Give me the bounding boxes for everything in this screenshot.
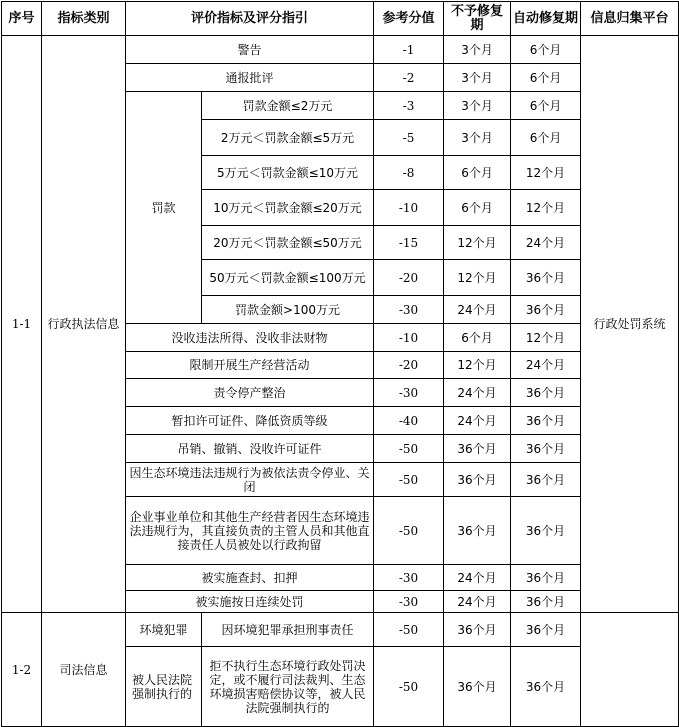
- row-platform: 行政处罚系统: [581, 36, 679, 613]
- no-repair-value: 24个月: [444, 565, 511, 591]
- criteria-text: 责令停产整治: [126, 379, 374, 407]
- score-value: -50: [374, 647, 444, 727]
- criteria-text: 拒不执行生态环境行政处罚决定，或不履行司法裁判、生态环境损害赔偿协议等，被人民法院强制执行的: [202, 647, 374, 727]
- no-repair-value: 24个月: [444, 296, 511, 324]
- criteria-text: 50万元＜罚款金额≤100万元: [202, 260, 374, 296]
- auto-repair-value: 6个月: [511, 92, 581, 120]
- header-platform: 信息归集平台: [581, 2, 679, 36]
- no-repair-value: 12个月: [444, 352, 511, 379]
- score-value: -30: [374, 565, 444, 591]
- auto-repair-value: 36个月: [511, 463, 581, 497]
- score-value: -5: [374, 120, 444, 156]
- no-repair-value: 24个月: [444, 379, 511, 407]
- table-row: [2, 36, 679, 64]
- score-value: -50: [374, 435, 444, 463]
- auto-repair-value: 36个月: [511, 296, 581, 324]
- no-repair-value: 3个月: [444, 92, 511, 120]
- no-repair-value: 6个月: [444, 156, 511, 190]
- criteria-text: 被实施查封、扣押: [126, 565, 374, 591]
- score-value: -20: [374, 260, 444, 296]
- score-value: -8: [374, 156, 444, 190]
- no-repair-value: 3个月: [444, 64, 511, 92]
- score-value: -10: [374, 190, 444, 226]
- criteria-text: 限制开展生产经营活动: [126, 352, 374, 379]
- no-repair-value: 36个月: [444, 613, 511, 647]
- criteria-text: 20万元＜罚款金额≤50万元: [202, 226, 374, 260]
- auto-repair-value: 24个月: [511, 352, 581, 379]
- header-score: 参考分值: [374, 2, 444, 36]
- no-repair-value: 6个月: [444, 324, 511, 352]
- header-seq: 序号: [2, 2, 42, 36]
- header-auto-repair: 自动修复期: [511, 2, 581, 36]
- criteria-text: 没收违法所得、没收非法财物: [126, 324, 374, 352]
- auto-repair-value: 36个月: [511, 407, 581, 435]
- header-category: 指标类别: [42, 2, 126, 36]
- auto-repair-value: 36个月: [511, 565, 581, 591]
- score-value: -30: [374, 296, 444, 324]
- score-value: -50: [374, 463, 444, 497]
- auto-repair-value: 24个月: [511, 226, 581, 260]
- fine-label: 罚款: [126, 92, 202, 324]
- criteria-text: 罚款金额>100万元: [202, 296, 374, 324]
- score-value: -20: [374, 352, 444, 379]
- auto-repair-value: 6个月: [511, 36, 581, 64]
- no-repair-value: 36个月: [444, 435, 511, 463]
- no-repair-value: 12个月: [444, 226, 511, 260]
- criteria-text: 暂扣许可证件、降低资质等级: [126, 407, 374, 435]
- no-repair-value: 12个月: [444, 260, 511, 296]
- criteria-text: 被实施按日连续处罚: [126, 591, 374, 613]
- table-row: [2, 613, 679, 647]
- no-repair-value: 24个月: [444, 407, 511, 435]
- row-seq: 1-1: [2, 36, 42, 613]
- criteria-text: 通报批评: [126, 64, 374, 92]
- auto-repair-value: 36个月: [511, 497, 581, 565]
- score-value: -50: [374, 497, 444, 565]
- no-repair-value: 24个月: [444, 591, 511, 613]
- criteria-text: 因生态环境违法违规行为被依法责令停业、关闭: [126, 463, 374, 497]
- row-platform-empty: [581, 613, 679, 727]
- criteria-text: 5万元＜罚款金额≤10万元: [202, 156, 374, 190]
- score-value: -40: [374, 407, 444, 435]
- criteria-text: 企业事业单位和其他生产经营者因生态环境违法违规行为，其直接负责的主管人员和其他直接责任人员被处以行政拘留: [126, 497, 374, 565]
- credit-evaluation-table: [1, 1, 679, 727]
- criteria-text: 罚款金额≤2万元: [202, 92, 374, 120]
- header-row: [2, 2, 679, 36]
- auto-repair-value: 12个月: [511, 324, 581, 352]
- auto-repair-value: 6个月: [511, 64, 581, 92]
- auto-repair-value: 12个月: [511, 190, 581, 226]
- row-category: 行政执法信息: [42, 36, 126, 613]
- auto-repair-value: 12个月: [511, 156, 581, 190]
- no-repair-value: 36个月: [444, 647, 511, 727]
- score-value: -1: [374, 36, 444, 64]
- header-criteria: 评价指标及评分指引: [126, 2, 374, 36]
- no-repair-value: 6个月: [444, 190, 511, 226]
- score-value: -30: [374, 379, 444, 407]
- sub-category: 环境犯罪: [126, 613, 202, 647]
- auto-repair-value: 36个月: [511, 647, 581, 727]
- criteria-text: 因环境犯罪承担刑事责任: [202, 613, 374, 647]
- score-value: -3: [374, 92, 444, 120]
- score-value: -10: [374, 324, 444, 352]
- auto-repair-value: 36个月: [511, 591, 581, 613]
- row-seq: 1-2: [2, 613, 42, 727]
- score-value: -2: [374, 64, 444, 92]
- score-value: -15: [374, 226, 444, 260]
- criteria-text: 警告: [126, 36, 374, 64]
- criteria-text: 吊销、撤销、没收许可证件: [126, 435, 374, 463]
- auto-repair-value: 36个月: [511, 435, 581, 463]
- score-value: -50: [374, 613, 444, 647]
- auto-repair-value: 36个月: [511, 613, 581, 647]
- criteria-text: 2万元＜罚款金额≤5万元: [202, 120, 374, 156]
- no-repair-value: 3个月: [444, 36, 511, 64]
- auto-repair-value: 36个月: [511, 260, 581, 296]
- sub-category: 被人民法院强制执行的: [126, 647, 202, 727]
- auto-repair-value: 36个月: [511, 379, 581, 407]
- no-repair-value: 36个月: [444, 497, 511, 565]
- score-value: -30: [374, 591, 444, 613]
- header-no-repair: 不予修复期: [444, 2, 511, 36]
- row-category: 司法信息: [42, 613, 126, 727]
- auto-repair-value: 6个月: [511, 120, 581, 156]
- criteria-text: 10万元＜罚款金额≤20万元: [202, 190, 374, 226]
- no-repair-value: 36个月: [444, 463, 511, 497]
- no-repair-value: 3个月: [444, 120, 511, 156]
